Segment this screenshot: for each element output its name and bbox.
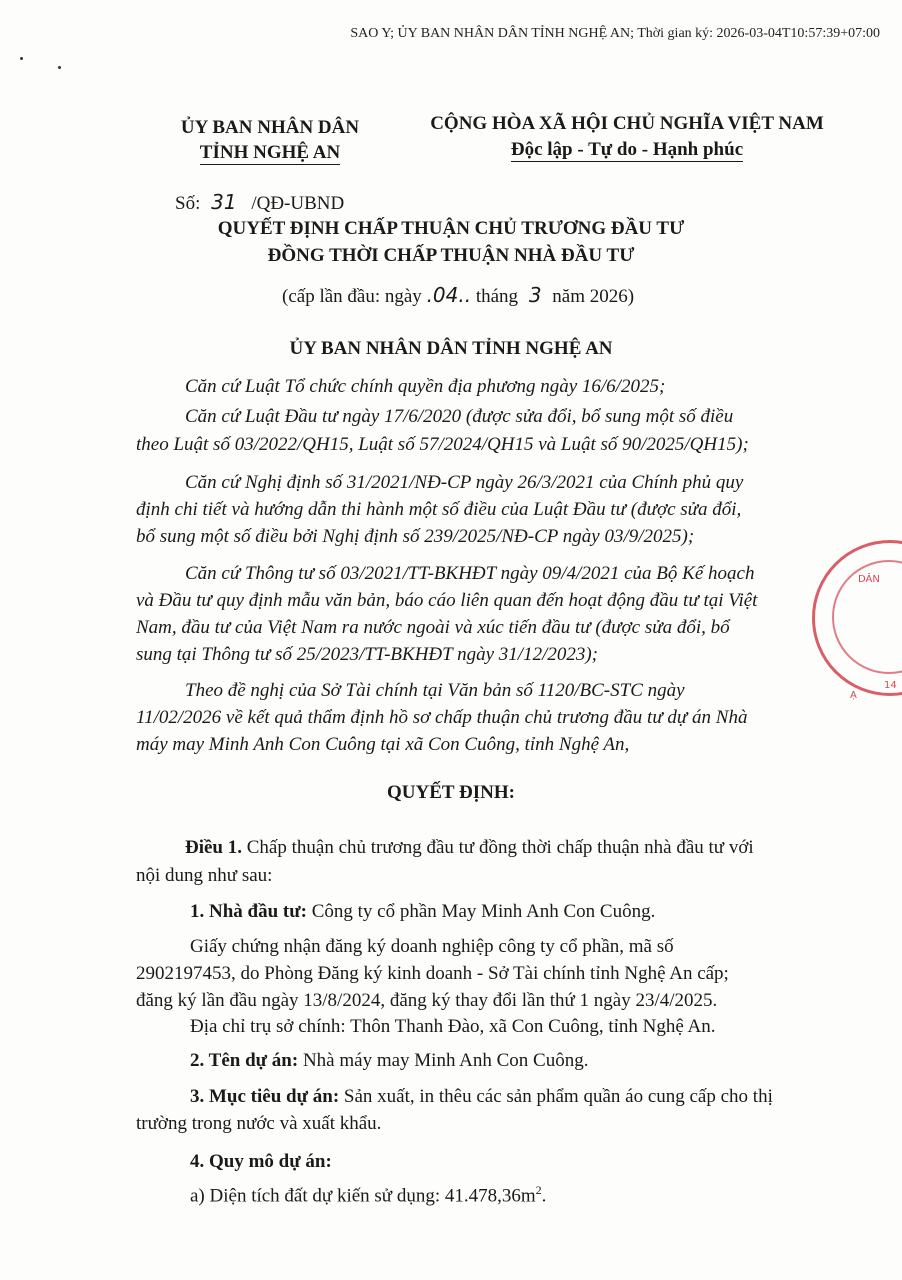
certificate-line-2: 2902197453, do Phòng Đăng ký kinh doanh - Sở Tài chính tỉnh Nghệ An cấp;: [136, 963, 729, 984]
speck: [20, 57, 23, 60]
basis-2-line-1: Căn cứ Luật Đầu tư ngày 17/6/2020 (được sửa đổi, bổ sung một số điều: [185, 406, 734, 427]
motto: Độc lập - Tự do - Hạnh phúc: [510, 139, 744, 160]
basis-4-line-3: Nam, đầu tư của Việt Nam ra nước ngoài và xúc tiến đầu tư (được sửa đổi, bổ: [136, 617, 730, 638]
basis-2-line-2: theo Luật số 03/2022/QH15, Luật số 57/2024/QH15 và Luật số 90/2025/QH15);: [136, 434, 749, 455]
agency-line-2: TỈNH NGHỆ AN: [199, 142, 341, 163]
basis-1: Căn cứ Luật Tổ chức chính quyền địa phương ngày 16/6/2025;: [185, 376, 666, 397]
seal-text: DÂN: [858, 574, 880, 585]
document-title-line-2: ĐỒNG THỜI CHẤP THUẬN NHÀ ĐẦU TƯ: [267, 245, 635, 266]
basis-3-line-3: bổ sung một số điều bởi Nghị định số 239/2025/NĐ-CP ngày 03/9/2025);: [136, 526, 695, 547]
seal-text: 14: [884, 680, 897, 691]
national-motto: [412, 113, 842, 161]
basis-5-line-2: 11/02/2026 về kết quả thẩm định hồ sơ chấp thuận chủ trương đầu tư dự án Nhà: [136, 707, 748, 728]
land-area: a) Diện tích đất dự kiến sử dụng: $41.478,36m^2$.: [190, 1183, 547, 1207]
project-objective-line-1: 3. Mục tiêu dự án: Sản xuất, in thêu các sản phẩm quần áo cung cấp cho thị: [190, 1086, 773, 1107]
document-number: Số: 31 /QĐ-UBND: [175, 190, 345, 214]
basis-5-line-1: Theo đề nghị của Sở Tài chính tại Văn bản số 1120/BC-STC ngày: [185, 680, 685, 701]
project-name: 2. Tên dự án: Nhà máy may Minh Anh Con Cuông.: [190, 1050, 589, 1071]
article-1-line-1: Điều 1. Chấp thuận chủ trương đầu tư đồng thời chấp thuận nhà đầu tư với: [185, 837, 754, 858]
agency-name: [150, 117, 390, 164]
investor: 1. Nhà đầu tư: Công ty cổ phần May Minh Anh Con Cuông.: [190, 901, 656, 922]
certificate-line-3: đăng ký lần đầu ngày 13/8/2024, đăng ký thay đổi lần thứ 1 ngày 23/4/2025.: [136, 990, 718, 1011]
basis-3-line-2: định chi tiết và hướng dẫn thi hành một số điều của Luật Đầu tư (được sửa đổi,: [136, 499, 742, 520]
agency-line-1: ỦY BAN NHÂN DÂN: [180, 117, 360, 138]
article-1-line-2: nội dung như sau:: [136, 865, 273, 886]
basis-5-line-3: máy may Minh Anh Con Cuông tại xã Con Cuông, tỉnh Nghệ An,: [136, 734, 630, 755]
project-scale: 4. Quy mô dự án:: [190, 1151, 332, 1172]
basis-4-line-1: Căn cứ Thông tư số 03/2021/TT-BKHĐT ngày 09/4/2021 của Bộ Kế hoạch: [185, 563, 755, 584]
speck: [58, 66, 61, 69]
issuing-authority: ỦY BAN NHÂN DÂN TỈNH NGHỆ AN: [289, 338, 613, 359]
handwritten-month: 3: [528, 283, 542, 307]
national-title: CỘNG HÒA XÃ HỘI CHỦ NGHĨA VIỆT NAM: [430, 113, 824, 134]
basis-4-line-2: và Đầu tư quy định mẫu văn bản, báo cáo liên quan đến hoạt động đầu tư tại Việt: [136, 590, 758, 611]
handwritten-day: .04..: [426, 283, 472, 307]
document-title-line-1: QUYẾT ĐỊNH CHẤP THUẬN CHỦ TRƯƠNG ĐẦU TƯ: [217, 218, 685, 239]
basis-3-line-1: Căn cứ Nghị định số 31/2021/NĐ-CP ngày 26/3/2021 của Chính phủ quy: [185, 472, 744, 493]
digital-signature-line: SAO Y; ỦY BAN NHÂN DÂN TỈNH NGHỆ AN; Thời gian ký: 2026-03-04T10:57:39+07:00: [350, 26, 880, 41]
seal-text: Ạ: [850, 690, 857, 701]
head-office-address: Địa chỉ trụ sở chính: Thôn Thanh Đào, xã Con Cuông, tỉnh Nghệ An.: [190, 1016, 716, 1037]
issue-date: (cấp lần đầu: ngày .04.. tháng 3 năm 2026): [282, 283, 635, 307]
handwritten-number: 31: [211, 190, 237, 214]
certificate-line-1: Giấy chứng nhận đăng ký doanh nghiệp công ty cổ phần, mã số: [190, 936, 674, 957]
project-objective-line-2: trường trong nước và xuất khẩu.: [136, 1113, 382, 1134]
basis-4-line-4: sung tại Thông tư số 25/2023/TT-BKHĐT ngày 31/12/2023);: [136, 644, 599, 665]
decision-heading: QUYẾT ĐỊNH:: [387, 782, 515, 803]
